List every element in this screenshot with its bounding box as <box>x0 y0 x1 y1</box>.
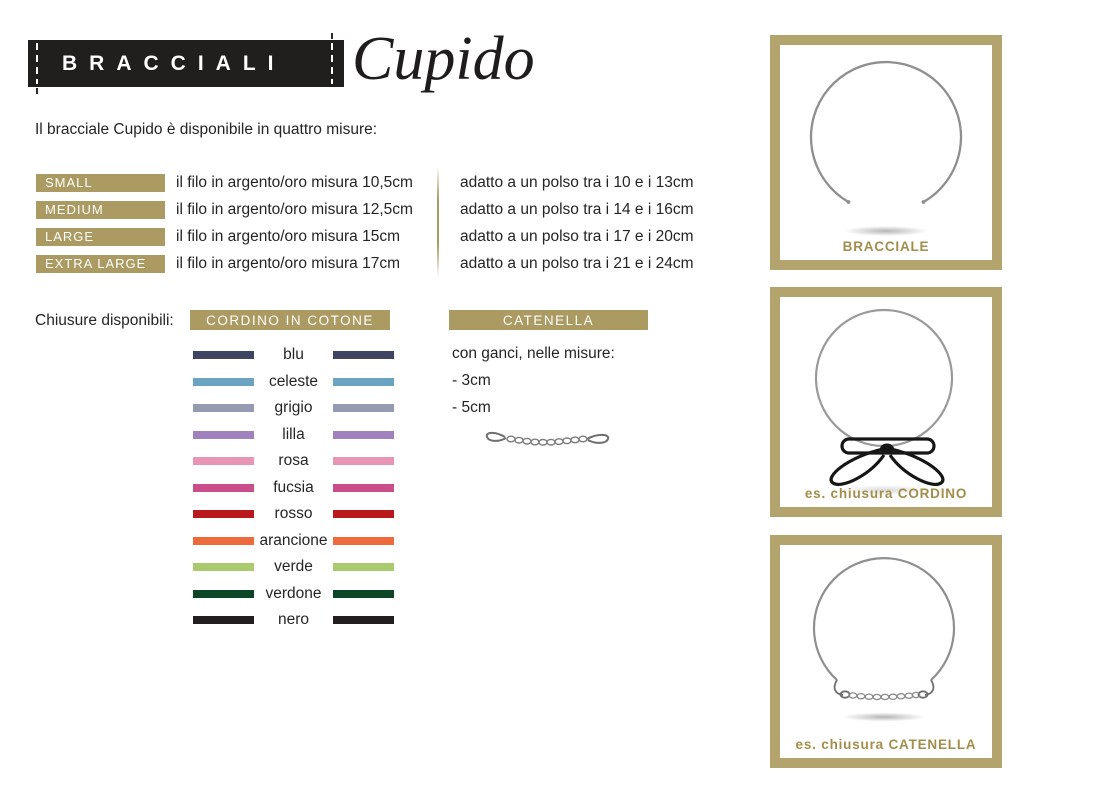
color-name: nero <box>277 611 310 629</box>
color-name: rosso <box>274 505 313 523</box>
table-row <box>36 223 726 250</box>
page-title: Cupido <box>352 25 535 93</box>
color-name: rosa <box>278 452 309 470</box>
list-item <box>193 554 394 581</box>
cordino-header-badge: CORDINO IN COTONE <box>190 310 390 330</box>
color-swatch <box>193 484 254 492</box>
size-wrist-range: adatto a un polso tra i 17 e i 20cm <box>460 227 694 245</box>
color-swatch <box>193 431 254 439</box>
table-row <box>36 169 726 196</box>
color-swatch <box>333 431 394 439</box>
list-item <box>193 501 394 528</box>
cordino-color-list <box>193 342 394 634</box>
size-badge: LARGE <box>36 228 165 246</box>
list-item <box>193 581 394 608</box>
size-wrist-range: adatto a un polso tra i 14 e i 16cm <box>460 200 694 218</box>
color-swatch <box>193 616 254 624</box>
color-name: arancione <box>259 531 328 549</box>
color-name: celeste <box>268 372 319 390</box>
color-name: fucsia <box>273 478 314 496</box>
chain-illustration <box>481 424 616 454</box>
color-swatch <box>193 537 254 545</box>
dashed-border-left-ext <box>36 88 38 94</box>
color-swatch <box>193 510 254 518</box>
color-swatch <box>193 457 254 465</box>
color-swatch <box>333 484 394 492</box>
color-swatch <box>333 563 394 571</box>
list-item <box>193 395 394 422</box>
column-divider <box>437 166 439 278</box>
color-swatch <box>193 404 254 412</box>
list-item <box>193 422 394 449</box>
size-wrist-range: adatto a un polso tra i 10 e i 13cm <box>460 173 694 191</box>
color-name: grigio <box>274 399 313 417</box>
size-badge: SMALL <box>36 174 165 192</box>
size-wrist-range: adatto a un polso tra i 21 e i 24cm <box>460 254 694 272</box>
intro-text: Il bracciale Cupido è disponibile in quattro misure: <box>35 121 378 138</box>
color-name: verdone <box>265 584 322 602</box>
photo-box-cordino <box>770 287 1002 517</box>
color-swatch <box>333 590 394 598</box>
color-swatch <box>333 457 394 465</box>
sizes-table <box>36 169 726 277</box>
size-badge: MEDIUM <box>36 201 165 219</box>
color-name: lilla <box>282 425 305 443</box>
photo-box-bracciale <box>770 35 1002 270</box>
category-banner <box>28 40 344 87</box>
color-swatch <box>333 404 394 412</box>
cordino-clasp-image <box>780 297 992 507</box>
size-wire-length: il filo in argento/oro misura 12,5cm <box>176 200 413 218</box>
dashed-border-right <box>331 43 333 84</box>
color-swatch <box>333 378 394 386</box>
list-item <box>193 475 394 502</box>
size-wire-length: il filo in argento/oro misura 17cm <box>176 254 400 272</box>
photo-caption: BRACCIALE <box>842 239 930 254</box>
closures-label: Chiusure disponibili: <box>35 312 174 329</box>
color-swatch <box>193 563 254 571</box>
list-item <box>193 528 394 555</box>
photo-box-catenella <box>770 535 1002 768</box>
color-swatch <box>333 510 394 518</box>
table-row <box>36 250 726 277</box>
color-name: blu <box>283 346 304 364</box>
list-item <box>193 448 394 475</box>
size-badge: EXTRA LARGE <box>36 255 165 273</box>
color-swatch <box>333 616 394 624</box>
color-swatch <box>333 351 394 359</box>
list-item <box>193 369 394 396</box>
bracelet-image <box>780 45 992 260</box>
color-swatch <box>193 590 254 598</box>
color-swatch <box>333 537 394 545</box>
table-row <box>36 196 726 223</box>
catenella-description: con ganci, nelle misure: <box>452 345 615 362</box>
category-label: BRACCIALI <box>62 51 286 75</box>
catenella-option: - 5cm <box>452 399 491 416</box>
size-wire-length: il filo in argento/oro misura 10,5cm <box>176 173 413 191</box>
dashed-border-right-ext <box>331 33 333 39</box>
color-swatch <box>193 378 254 386</box>
catenella-clasp-image <box>780 545 992 758</box>
list-item <box>193 607 394 634</box>
catenella-option: - 3cm <box>452 372 491 389</box>
dashed-border-left <box>36 43 38 84</box>
catenella-header-badge: CATENELLA <box>449 310 648 330</box>
color-swatch <box>193 351 254 359</box>
color-name: verde <box>274 558 313 576</box>
photo-caption: es. chiusura CATENELLA <box>795 737 977 752</box>
photo-caption: es. chiusura CORDINO <box>804 486 968 501</box>
size-wire-length: il filo in argento/oro misura 15cm <box>176 227 400 245</box>
list-item <box>193 342 394 369</box>
